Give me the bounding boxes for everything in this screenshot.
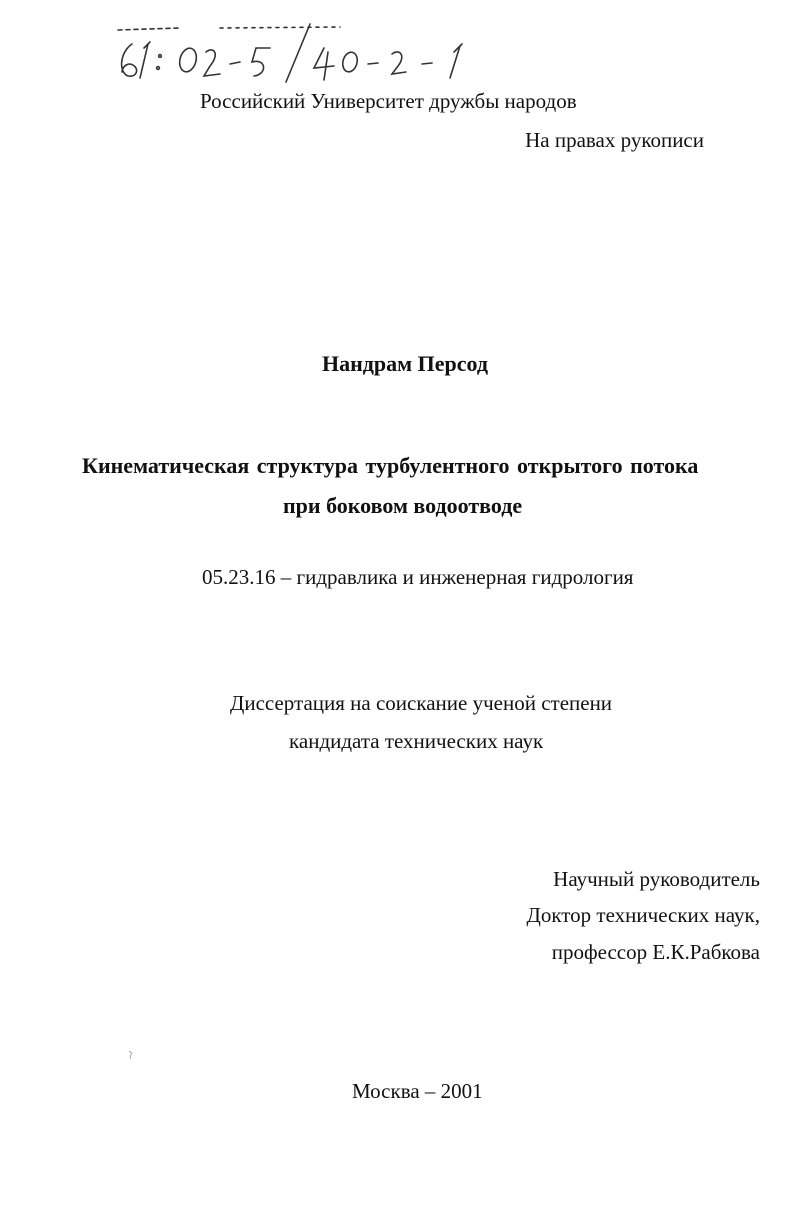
handwritten-stamp <box>110 22 500 84</box>
university-name: Российский Университет дружбы народов <box>200 89 577 113</box>
degree-statement-line-1: Диссертация на соискание ученой степени <box>230 691 613 715</box>
rights-note: На правах рукописи <box>525 128 704 152</box>
supervisor-name: профессор Е.К.Рабкова <box>551 940 760 964</box>
specialty-code: 05.23.16 – гидравлика и инженерная гидрология <box>202 565 634 589</box>
dissertation-title-line-2: при боковом водоотводе <box>283 493 523 518</box>
city-year: Москва – 2001 <box>352 1079 483 1103</box>
dissertation-title-line-1: Кинематическая структура турбулентного открытого потока <box>82 453 699 478</box>
supervisor-label: Научный руководитель <box>553 867 760 891</box>
author-name: Нандрам Персод <box>322 351 489 376</box>
supervisor-degree: Доктор технических наук, <box>526 903 760 927</box>
degree-statement-line-2: кандидата технических наук <box>289 729 544 753</box>
scan-mark <box>128 1050 134 1060</box>
